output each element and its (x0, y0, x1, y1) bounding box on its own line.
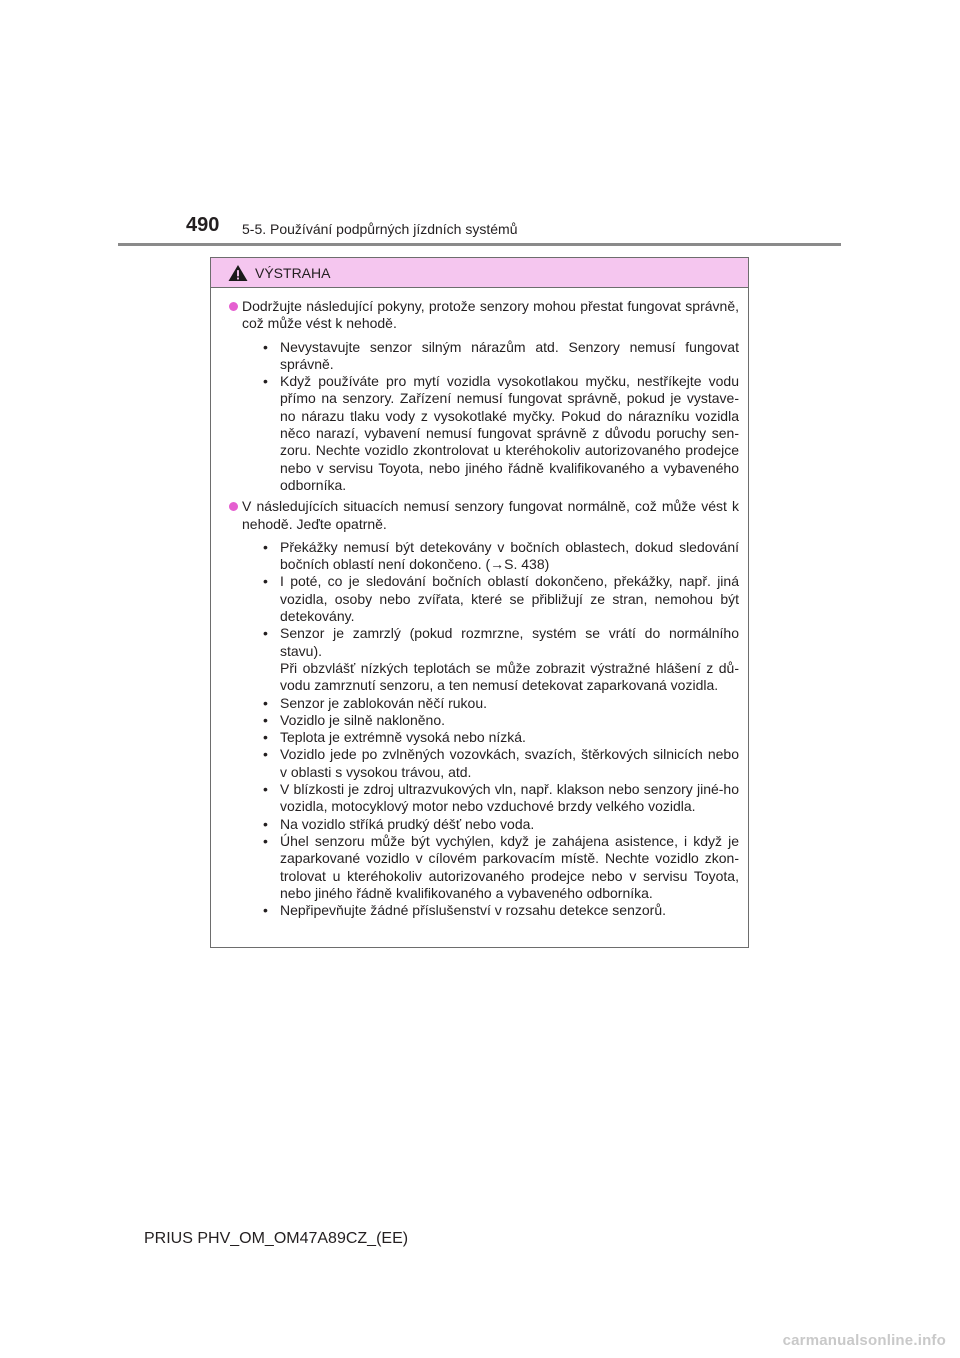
warning-point (229, 298, 739, 494)
list-item: • Nepřipevňujte žádné příslušenství v rozsahu detekce senzorů. (263, 902, 666, 919)
list-item-text: Překážky nemusí být detekovány v bočních oblastech, dokud sledování bočních oblastí není dokončeno. (→S. 438) (280, 538, 739, 573)
list-item-text: V blízkosti je zdroj ultrazvukových vln, např. klakson nebo senzory jiné-ho vozidla, motocyklový motor nebo vzduchové brzdy velkého vozidla. (280, 781, 739, 815)
warning-point-text: V následujících situacích nemusí senzory fungovat normálně, což může vést k nehodě. Jeďte opatrně. (242, 498, 739, 532)
warning-sublist (242, 339, 739, 495)
list-item: • Teplota je extrémně vysoká nebo nízká. (263, 729, 526, 746)
list-item-text: Když používáte pro mytí vozidla vysokotlakou myčku, nestříkejte vodu přímo na senzory. Zařízení nemusí fungovat správně, pokud je vystave-no nárazu tlaku vody z vysokotlaké myčky. Pokud do nárazníku vozidla něco narazí, vybavení nemusí fungovat správně z důvodu poruchy sen-zoru. Nechte vozidlo zkontrolovat u kteréhokoliv autorizovaného prodejce nebo v servisu Toyota, nebo jiného řádně kvalifikovaného a vybaveného odborníka. (280, 373, 739, 493)
list-item: • Překážky nemusí být detekovány v bočních oblastech, dokud sledování bočních oblastí není dokončeno. (→S. 438) (263, 538, 739, 573)
warning-header (211, 258, 748, 288)
list-item: • Úhel senzoru může být vychýlen, když je zahájena asistence, i když je zaparkované vozidlo v cílovém parkovacím místě. Nechte vozidlo zkon-trolovat u kteréhokoliv autorizovaného prodejce nebo v servisu Toyota, nebo jiného řádně kvalifikovaného a vybaveného odborníka. (263, 832, 739, 901)
section-title: 5-5. Používání podpůrných jízdních systémů (242, 221, 518, 237)
list-item-text: Na vozidlo stříká prudký déšť nebo voda. (280, 815, 535, 832)
warning-body (211, 288, 748, 919)
list-item-text: Teplota je extrémně vysoká nebo nízká. (280, 729, 526, 746)
page-number: 490 (186, 214, 220, 236)
list-item: • I poté, co je sledování bočních oblastí dokončeno, překážky, např. jiná vozidla, osoby nebo zvířata, které se přibližují ze stran, nemohou být detekovány. (263, 573, 739, 625)
list-item-text: Senzor je zamrzlý (pokud rozmrzne, systém se vrátí do normálního stavu). (280, 625, 739, 659)
list-item: • Vozidlo je silně nakloněno. (263, 711, 446, 728)
list-item-text: Nevystavujte senzor silným nárazům atd. Senzory nemusí fungovat správně. (280, 338, 739, 372)
bullet-dot-icon (229, 502, 238, 511)
list-item-text: I poté, co je sledování bočních oblastí dokončeno, překážky, např. jiná vozidla, osoby nebo zvířata, které se přibližují ze stran, nemohou být detekovány. (280, 573, 739, 625)
list-item: • Senzor je zamrzlý (pokud rozmrzne, systém se vrátí do normálního stavu). Při obzvlášť nízkých teplotách se může zobrazit výstražné hlášení z dů-vodu zamrznutí senzoru, a ten nemusí detekovat zaparkovaná vozidla. (263, 625, 739, 694)
warning-triangle-icon (227, 264, 249, 282)
document-code: PRIUS PHV_OM_OM47A89CZ_(EE) (144, 1230, 409, 1247)
list-item: • Když používáte pro mytí vozidla vysokotlakou myčku, nestříkejte vodu přímo na senzory. Zařízení nemusí fungovat správně, pokud je vystave-no nárazu tlaku vody z vysokotlaké myčky. Pokud do nárazníku vozidla něco narazí, vybavení nemusí fungovat správně z důvodu poruchy sen-zoru. Nechte vozidlo zkontrolovat u kteréhokoliv autorizovaného prodejce nebo v servisu Toyota, nebo jiného řádně kvalifikovaného a vybaveného odborníka. (263, 373, 739, 493)
list-item: • Na vozidlo stříká prudký déšť nebo voda. (263, 815, 535, 832)
list-item-text: Nepřipevňujte žádné příslušenství v rozsahu detekce senzorů. (280, 902, 666, 919)
bullet-dot-icon (229, 302, 238, 311)
header-rule (118, 243, 841, 246)
watermark: carmanualsonline.info (782, 1332, 946, 1349)
list-item-text: Vozidlo je silně nakloněno. (280, 711, 446, 728)
list-item-text: Senzor je zablokován něčí rukou. (280, 694, 488, 711)
warning-point-text: Dodržujte následující pokyny, protože senzory mohou přestat fungovat správně, což může vést k nehodě. (242, 298, 739, 332)
list-item: • V blízkosti je zdroj ultrazvukových vln, např. klakson nebo senzory jiné-ho vozidla, motocyklový motor nebo vzduchové brzdy velkého vozidla. (263, 781, 739, 815)
list-item: • Vozidlo jede po zvlněných vozovkách, svazích, štěrkových silnicích nebo v oblasti s vysokou trávou, atd. (263, 746, 739, 780)
warning-label: VÝSTRAHA (255, 264, 331, 281)
frozen-sensor-note: Při obzvlášť nízkých teplotách se může zobrazit výstražné hlášení z dů-vodu zamrznutí senzoru, a ten nemusí detekovat zaparkovaná vozidla. (280, 659, 739, 694)
warning-sublist (242, 539, 739, 920)
list-item: • Nevystavujte senzor silným nárazům atd. Senzory nemusí fungovat správně. (263, 338, 739, 372)
list-item-text: Vozidlo jede po zvlněných vozovkách, svazích, štěrkových silnicích nebo v oblasti s vysokou trávou, atd. (280, 746, 739, 780)
list-item-text: Úhel senzoru může být vychýlen, když je zahájena asistence, i když je zaparkované vozidlo v cílovém parkovacím místě. Nechte vozidlo zkon-trolovat u kteréhokoliv autorizovaného prodejce nebo v servisu Toyota, nebo jiného řádně kvalifikovaného a vybaveného odborníka. (280, 832, 739, 901)
list-item: • Senzor je zablokován něčí rukou. (263, 694, 488, 711)
warning-point (229, 498, 739, 919)
warning-box (210, 257, 749, 948)
